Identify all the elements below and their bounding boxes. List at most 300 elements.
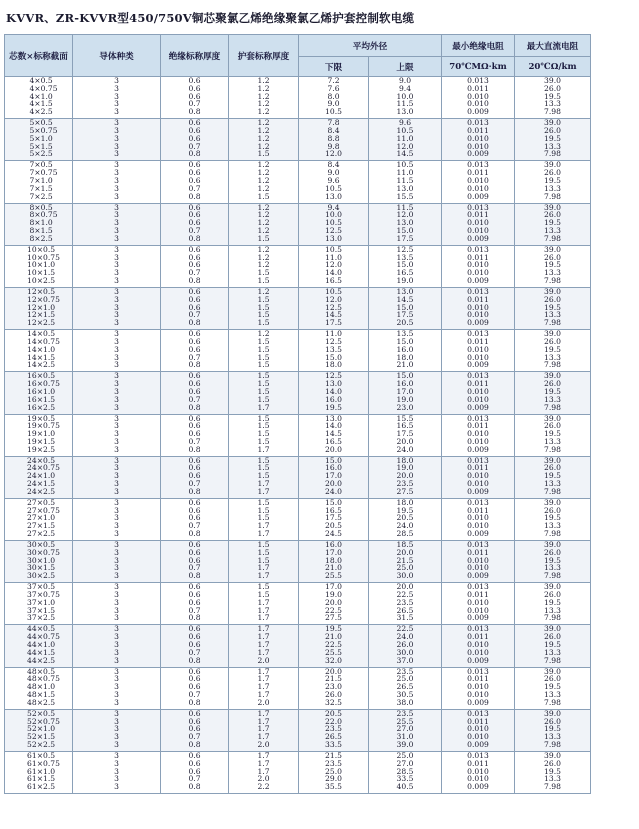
cell-upper-limit bbox=[369, 625, 442, 667]
cell-min-resistance-text: 0.013 0.011 0.010 0.010 0.009 bbox=[467, 118, 489, 159]
cell-insulation bbox=[161, 372, 229, 414]
cell-min-resistance-text: 0.013 0.011 0.010 0.010 0.009 bbox=[467, 455, 489, 496]
cell-spec-text: 8×0.5 8×0.75 8×1.0 8×1.5 8×2.5 bbox=[29, 202, 58, 243]
cell-min-resistance bbox=[442, 456, 515, 498]
cell-sheath bbox=[229, 414, 299, 456]
header-conductor-type: 导体种类 bbox=[73, 35, 161, 77]
cell-lower-limit bbox=[299, 330, 369, 372]
cell-min-resistance-text: 0.013 0.011 0.010 0.010 0.009 bbox=[467, 624, 489, 665]
cell-insulation bbox=[161, 203, 229, 245]
cell-conductor-text: 3 3 3 3 3 bbox=[114, 413, 119, 454]
cell-insulation-text: 0.6 0.6 0.6 0.7 0.8 bbox=[188, 497, 201, 539]
cell-upper-limit-text: 13.0 14.5 15.0 17.5 20.5 bbox=[396, 286, 414, 328]
cell-lower-limit bbox=[299, 161, 369, 203]
cell-sheath bbox=[229, 625, 299, 667]
cell-sheath bbox=[229, 498, 299, 540]
cell-min-resistance-text: 0.013 0.011 0.010 0.010 0.009 bbox=[467, 202, 489, 243]
cell-sheath bbox=[229, 709, 299, 751]
cell-max-dc-resistance bbox=[515, 456, 591, 498]
cell-upper-limit bbox=[369, 583, 442, 625]
cell-lower-limit bbox=[299, 119, 369, 161]
cell-upper-limit-text: 15.5 16.5 17.5 20.0 24.0 bbox=[396, 413, 414, 454]
cell-lower-limit bbox=[299, 203, 369, 245]
cell-conductor-text: 3 3 3 3 3 bbox=[114, 160, 119, 201]
cell-lower-limit-text: 10.5 11.0 12.0 14.0 16.5 bbox=[325, 244, 342, 285]
cell-min-resistance-text: 0.013 0.011 0.010 0.010 0.009 bbox=[467, 244, 489, 285]
cell-conductor-text: 3 3 3 3 3 bbox=[114, 202, 119, 243]
cell-sheath bbox=[229, 161, 299, 203]
cell-upper-limit-text: 12.5 13.5 15.0 16.5 19.0 bbox=[396, 244, 414, 285]
cell-upper-limit-text: 23.5 25.5 27.0 31.0 39.0 bbox=[396, 708, 414, 749]
cell-max-dc-resistance bbox=[515, 414, 591, 456]
cell-min-resistance-text: 0.013 0.011 0.010 0.010 0.009 bbox=[467, 751, 489, 792]
cell-upper-limit bbox=[369, 161, 442, 203]
cell-insulation-text: 0.6 0.6 0.6 0.7 0.8 bbox=[188, 666, 201, 707]
cell-max-dc-resistance-text: 39.0 26.0 19.5 13.3 7.98 bbox=[544, 244, 561, 285]
cell-min-resistance bbox=[442, 203, 515, 245]
cell-min-resistance bbox=[442, 625, 515, 667]
cell-max-dc-resistance-text: 39.0 26.0 19.5 13.3 7.98 bbox=[544, 455, 561, 496]
cell-lower-limit-text: 17.0 19.0 20.0 22.5 27.5 bbox=[325, 582, 342, 623]
cell-min-resistance bbox=[442, 667, 515, 709]
cell-insulation-text: 0.6 0.6 0.6 0.7 0.8 bbox=[188, 455, 201, 496]
cell-conductor bbox=[73, 709, 161, 751]
cell-max-dc-resistance bbox=[515, 372, 591, 414]
cell-sheath bbox=[229, 119, 299, 161]
cell-lower-limit-text: 11.0 12.5 13.5 15.0 18.0 bbox=[325, 329, 342, 370]
cell-conductor-text: 3 3 3 3 3 bbox=[114, 666, 119, 707]
cell-insulation bbox=[161, 667, 229, 709]
cell-conductor bbox=[73, 287, 161, 329]
cell-upper-limit-text: 23.5 25.0 26.5 30.5 38.0 bbox=[396, 666, 414, 707]
cell-min-resistance bbox=[442, 330, 515, 372]
cell-min-resistance bbox=[442, 541, 515, 583]
cell-conductor bbox=[73, 330, 161, 372]
cell-lower-limit-text: 20.5 22.0 23.5 26.5 33.5 bbox=[325, 708, 342, 749]
cell-spec-text: 5×0.5 5×0.75 5×1.0 5×1.5 5×2.5 bbox=[29, 118, 58, 159]
page-title: KVVR、ZR-KVVR型450/750V铜芯聚氯乙烯绝缘聚氯乙烯护套控制软电缆 bbox=[6, 11, 415, 25]
cell-spec bbox=[5, 372, 73, 414]
cell-min-resistance-text: 0.013 0.011 0.010 0.010 0.009 bbox=[467, 286, 489, 328]
cell-lower-limit-text: 12.5 13.0 14.0 16.0 19.5 bbox=[325, 371, 342, 412]
cell-lower-limit bbox=[299, 287, 369, 329]
cell-sheath bbox=[229, 456, 299, 498]
table-row bbox=[5, 245, 591, 287]
cell-min-resistance-text: 0.013 0.011 0.010 0.010 0.009 bbox=[467, 329, 489, 370]
cable-spec-table bbox=[4, 34, 591, 794]
cell-insulation-text: 0.6 0.6 0.6 0.7 0.8 bbox=[188, 286, 201, 328]
cell-min-resistance-text: 0.013 0.011 0.010 0.010 0.009 bbox=[467, 76, 489, 117]
cell-sheath-text: 1.2 1.2 1.2 1.2 1.2 bbox=[257, 76, 270, 117]
cell-lower-limit-text: 9.4 10.0 10.5 12.5 13.0 bbox=[325, 202, 342, 243]
cell-sheath-text: 1.5 1.5 1.5 1.7 1.7 bbox=[257, 497, 270, 539]
cell-min-resistance-text: 0.013 0.011 0.010 0.010 0.009 bbox=[467, 582, 489, 623]
table-row bbox=[5, 752, 591, 794]
cell-spec-text: 37×0.5 37×0.75 37×1.0 37×1.5 37×2.5 bbox=[27, 582, 60, 623]
cell-spec-text: 52×0.5 52×0.75 52×1.0 52×1.5 52×2.5 bbox=[27, 708, 60, 749]
cell-insulation-text: 0.6 0.6 0.6 0.7 0.8 bbox=[188, 582, 201, 623]
cell-upper-limit-text: 25.0 27.0 28.5 33.5 40.5 bbox=[396, 751, 414, 792]
cell-lower-limit-text: 16.0 17.0 18.0 21.0 25.5 bbox=[325, 540, 342, 581]
cell-sheath bbox=[229, 541, 299, 583]
cell-insulation-text: 0.6 0.6 0.6 0.7 0.8 bbox=[188, 540, 201, 581]
cell-max-dc-resistance-text: 39.0 26.0 19.5 13.3 7.98 bbox=[544, 76, 561, 117]
cell-max-dc-resistance-text: 39.0 26.0 19.5 13.3 7.98 bbox=[544, 413, 561, 454]
cell-conductor bbox=[73, 245, 161, 287]
cell-spec-text: 44×0.5 44×0.75 44×1.0 44×1.5 44×2.5 bbox=[27, 624, 60, 665]
cell-lower-limit-text: 20.0 21.5 23.0 26.0 32.5 bbox=[325, 666, 342, 707]
cell-sheath-text: 1.5 1.5 1.5 1.5 1.7 bbox=[257, 413, 270, 454]
cell-conductor-text: 3 3 3 3 3 bbox=[114, 751, 119, 792]
cell-min-resistance bbox=[442, 372, 515, 414]
header-dc-resistance-unit: 20℃Ω/km bbox=[515, 57, 591, 77]
cell-insulation bbox=[161, 752, 229, 794]
cell-max-dc-resistance-text: 39.0 26.0 19.5 13.3 7.98 bbox=[544, 582, 561, 623]
cell-max-dc-resistance-text: 39.0 26.0 19.5 13.3 7.98 bbox=[544, 160, 561, 201]
cell-max-dc-resistance-text: 39.0 26.0 19.5 13.3 7.98 bbox=[544, 666, 561, 707]
cell-lower-limit-text: 15.0 16.0 17.0 20.0 24.0 bbox=[325, 455, 342, 496]
cell-max-dc-resistance-text: 39.0 26.0 19.5 13.3 7.98 bbox=[544, 624, 561, 665]
cell-upper-limit-text: 22.5 24.0 26.0 30.0 37.0 bbox=[396, 624, 414, 665]
cell-conductor bbox=[73, 667, 161, 709]
cell-sheath-text: 1.7 1.7 1.7 2.0 2.2 bbox=[257, 751, 270, 792]
cell-conductor-text: 3 3 3 3 3 bbox=[114, 708, 119, 749]
cell-min-resistance bbox=[442, 709, 515, 751]
cell-spec bbox=[5, 456, 73, 498]
cell-min-resistance bbox=[442, 583, 515, 625]
cell-max-dc-resistance bbox=[515, 541, 591, 583]
header-min-insulation-resistance: 最小绝缘电阻 bbox=[442, 35, 515, 57]
cell-max-dc-resistance bbox=[515, 667, 591, 709]
cell-max-dc-resistance-text: 39.0 26.0 19.5 13.3 7.98 bbox=[544, 202, 561, 243]
cell-sheath-text: 1.5 1.5 1.7 1.7 1.7 bbox=[257, 582, 270, 623]
cell-lower-limit bbox=[299, 583, 369, 625]
cell-sheath bbox=[229, 667, 299, 709]
cell-upper-limit-text: 15.0 16.0 17.0 19.0 23.0 bbox=[396, 371, 414, 412]
cell-lower-limit-text: 7.2 7.6 8.0 9.0 10.5 bbox=[325, 76, 342, 117]
cell-upper-limit-text: 20.0 22.5 23.5 26.5 31.5 bbox=[396, 582, 414, 623]
cell-sheath-text: 1.7 1.7 1.7 1.7 2.0 bbox=[257, 624, 270, 665]
cell-max-dc-resistance-text: 39.0 26.0 19.5 13.3 7.98 bbox=[544, 371, 561, 412]
cell-spec-text: 27×0.5 27×0.75 27×1.0 27×1.5 27×2.5 bbox=[27, 497, 60, 539]
cell-upper-limit-text: 11.5 12.0 13.0 15.0 17.5 bbox=[396, 202, 414, 243]
cell-max-dc-resistance-text: 39.0 26.0 19.5 13.3 7.98 bbox=[544, 286, 561, 328]
table-row bbox=[5, 330, 591, 372]
cell-conductor bbox=[73, 541, 161, 583]
header-max-dc-resistance: 最大直流电阻 bbox=[515, 35, 591, 57]
cell-spec-text: 7×0.5 7×0.75 7×1.0 7×1.5 7×2.5 bbox=[29, 160, 58, 201]
cell-spec-text: 12×0.5 12×0.75 12×1.0 12×1.5 12×2.5 bbox=[27, 286, 60, 328]
cell-insulation bbox=[161, 414, 229, 456]
cell-spec-text: 30×0.5 30×0.75 30×1.0 30×1.5 30×2.5 bbox=[27, 540, 60, 581]
cell-insulation bbox=[161, 498, 229, 540]
header-avg-outer-diameter: 平均外径 bbox=[299, 35, 442, 57]
cell-conductor bbox=[73, 203, 161, 245]
cell-upper-limit bbox=[369, 330, 442, 372]
table-row bbox=[5, 119, 591, 161]
cell-upper-limit bbox=[369, 372, 442, 414]
cell-upper-limit bbox=[369, 287, 442, 329]
cell-spec-text: 14×0.5 14×0.75 14×1.0 14×1.5 14×2.5 bbox=[27, 329, 60, 370]
cell-conductor bbox=[73, 372, 161, 414]
cell-conductor-text: 3 3 3 3 3 bbox=[114, 455, 119, 496]
cell-conductor-text: 3 3 3 3 3 bbox=[114, 76, 119, 117]
header-insulation-resistance-unit: 70℃MΩ·km bbox=[442, 57, 515, 77]
cell-sheath-text: 1.5 1.5 1.5 1.7 1.7 bbox=[257, 455, 270, 496]
cell-spec bbox=[5, 287, 73, 329]
cell-spec bbox=[5, 498, 73, 540]
table-row bbox=[5, 498, 591, 540]
cell-spec bbox=[5, 583, 73, 625]
cell-insulation bbox=[161, 709, 229, 751]
cell-upper-limit-text: 9.0 9.4 10.0 11.5 13.0 bbox=[396, 76, 414, 117]
cell-sheath bbox=[229, 372, 299, 414]
cell-lower-limit bbox=[299, 456, 369, 498]
cell-sheath bbox=[229, 583, 299, 625]
cell-spec bbox=[5, 752, 73, 794]
cell-upper-limit-text: 18.5 20.0 21.5 25.0 30.0 bbox=[396, 540, 414, 581]
cell-min-resistance-text: 0.013 0.011 0.010 0.010 0.009 bbox=[467, 540, 489, 581]
cell-conductor-text: 3 3 3 3 3 bbox=[114, 497, 119, 539]
cell-insulation bbox=[161, 161, 229, 203]
cell-spec bbox=[5, 625, 73, 667]
cell-spec bbox=[5, 77, 73, 119]
cell-spec-text: 19×0.5 19×0.75 19×1.0 19×1.5 19×2.5 bbox=[27, 413, 60, 454]
cell-sheath-text: 1.7 1.7 1.7 1.7 2.0 bbox=[257, 666, 270, 707]
cell-max-dc-resistance bbox=[515, 245, 591, 287]
header-sheath-thickness: 护套标称厚度 bbox=[229, 35, 299, 77]
cell-max-dc-resistance bbox=[515, 752, 591, 794]
table-body bbox=[5, 77, 591, 794]
cell-spec bbox=[5, 203, 73, 245]
header-upper-limit: 上限 bbox=[369, 57, 442, 77]
cell-insulation-text: 0.6 0.6 0.6 0.7 0.8 bbox=[188, 371, 201, 412]
cell-spec bbox=[5, 245, 73, 287]
cell-spec-text: 4×0.5 4×0.75 4×1.0 4×1.5 4×2.5 bbox=[29, 76, 58, 117]
cell-upper-limit bbox=[369, 709, 442, 751]
cell-max-dc-resistance-text: 39.0 26.0 19.5 13.3 7.98 bbox=[544, 329, 561, 370]
table-row bbox=[5, 77, 591, 119]
cell-insulation bbox=[161, 625, 229, 667]
cell-insulation-text: 0.6 0.6 0.6 0.7 0.8 bbox=[188, 244, 201, 285]
cell-max-dc-resistance bbox=[515, 498, 591, 540]
cell-conductor bbox=[73, 456, 161, 498]
cell-min-resistance-text: 0.013 0.011 0.010 0.010 0.009 bbox=[467, 413, 489, 454]
cell-insulation bbox=[161, 245, 229, 287]
cell-spec bbox=[5, 330, 73, 372]
table-row bbox=[5, 456, 591, 498]
cell-spec-text: 10×0.5 10×0.75 10×1.0 10×1.5 10×2.5 bbox=[27, 244, 60, 285]
cell-upper-limit bbox=[369, 667, 442, 709]
cell-lower-limit bbox=[299, 77, 369, 119]
cell-conductor-text: 3 3 3 3 3 bbox=[114, 329, 119, 370]
cell-max-dc-resistance bbox=[515, 119, 591, 161]
cell-spec-text: 61×0.5 61×0.75 61×1.0 61×1.5 61×2.5 bbox=[27, 751, 60, 792]
cell-insulation-text: 0.6 0.6 0.6 0.7 0.8 bbox=[188, 751, 201, 792]
cell-insulation bbox=[161, 287, 229, 329]
cell-min-resistance-text: 0.013 0.011 0.010 0.010 0.009 bbox=[467, 160, 489, 201]
cell-upper-limit-text: 13.5 15.0 16.0 18.0 21.0 bbox=[396, 329, 414, 370]
cell-spec bbox=[5, 667, 73, 709]
cell-min-resistance-text: 0.013 0.011 0.010 0.010 0.009 bbox=[467, 708, 489, 749]
cell-spec bbox=[5, 414, 73, 456]
cell-insulation-text: 0.6 0.6 0.6 0.7 0.8 bbox=[188, 708, 201, 749]
cell-conductor bbox=[73, 161, 161, 203]
cell-spec bbox=[5, 119, 73, 161]
cell-lower-limit-text: 19.5 21.0 22.5 25.5 32.0 bbox=[325, 624, 342, 665]
cell-spec-text: 16×0.5 16×0.75 16×1.0 16×1.5 16×2.5 bbox=[27, 371, 60, 412]
table-row bbox=[5, 709, 591, 751]
cell-insulation bbox=[161, 330, 229, 372]
header-cores-section: 芯数×标称截面 bbox=[5, 35, 73, 77]
cell-min-resistance-text: 0.013 0.011 0.010 0.010 0.009 bbox=[467, 371, 489, 412]
cell-max-dc-resistance bbox=[515, 161, 591, 203]
cell-insulation bbox=[161, 541, 229, 583]
cell-upper-limit bbox=[369, 77, 442, 119]
cell-lower-limit bbox=[299, 245, 369, 287]
cell-conductor bbox=[73, 414, 161, 456]
cell-upper-limit bbox=[369, 245, 442, 287]
cell-max-dc-resistance-text: 39.0 26.0 19.5 13.3 7.98 bbox=[544, 540, 561, 581]
cell-sheath bbox=[229, 287, 299, 329]
cell-insulation bbox=[161, 583, 229, 625]
cell-min-resistance bbox=[442, 752, 515, 794]
cell-lower-limit bbox=[299, 414, 369, 456]
cell-sheath-text: 1.2 1.2 1.2 1.2 1.5 bbox=[257, 202, 270, 243]
cell-insulation-text: 0.6 0.6 0.6 0.7 0.8 bbox=[188, 76, 201, 117]
cell-sheath bbox=[229, 203, 299, 245]
cell-insulation bbox=[161, 77, 229, 119]
table-row bbox=[5, 161, 591, 203]
cell-upper-limit-text: 10.5 11.0 11.5 13.0 15.5 bbox=[396, 160, 414, 201]
cell-lower-limit bbox=[299, 709, 369, 751]
cell-spec bbox=[5, 541, 73, 583]
table-row bbox=[5, 583, 591, 625]
cell-min-resistance bbox=[442, 287, 515, 329]
table-row bbox=[5, 625, 591, 667]
cell-sheath-text: 1.2 1.2 1.2 1.2 1.5 bbox=[257, 160, 270, 201]
cell-conductor-text: 3 3 3 3 3 bbox=[114, 540, 119, 581]
header-lower-limit: 下限 bbox=[299, 57, 369, 77]
cell-upper-limit bbox=[369, 456, 442, 498]
table-row bbox=[5, 287, 591, 329]
cell-sheath-text: 1.7 1.7 1.7 1.7 2.0 bbox=[257, 708, 270, 749]
cell-conductor bbox=[73, 119, 161, 161]
cell-max-dc-resistance bbox=[515, 709, 591, 751]
cell-sheath-text: 1.2 1.2 1.2 1.5 1.5 bbox=[257, 244, 270, 285]
cell-upper-limit bbox=[369, 752, 442, 794]
table-row bbox=[5, 667, 591, 709]
cell-lower-limit-text: 21.5 23.5 25.0 29.0 35.5 bbox=[325, 751, 342, 792]
cell-sheath bbox=[229, 752, 299, 794]
cell-conductor-text: 3 3 3 3 3 bbox=[114, 582, 119, 623]
cell-sheath-text: 1.2 1.2 1.2 1.2 1.5 bbox=[257, 118, 270, 159]
cell-insulation-text: 0.6 0.6 0.6 0.7 0.8 bbox=[188, 413, 201, 454]
cell-lower-limit bbox=[299, 372, 369, 414]
cell-min-resistance bbox=[442, 498, 515, 540]
cell-lower-limit-text: 15.0 16.5 17.5 20.5 24.5 bbox=[325, 497, 342, 539]
cell-spec bbox=[5, 161, 73, 203]
cell-conductor-text: 3 3 3 3 3 bbox=[114, 118, 119, 159]
cell-sheath-text: 1.2 1.5 1.5 1.5 1.5 bbox=[257, 329, 270, 370]
cell-sheath-text: 1.5 1.5 1.5 1.7 1.7 bbox=[257, 540, 270, 581]
cell-lower-limit bbox=[299, 667, 369, 709]
cell-insulation-text: 0.6 0.6 0.6 0.7 0.8 bbox=[188, 624, 201, 665]
cell-insulation-text: 0.6 0.6 0.6 0.7 0.8 bbox=[188, 202, 201, 243]
cell-insulation-text: 0.6 0.6 0.6 0.7 0.8 bbox=[188, 160, 201, 201]
cell-max-dc-resistance-text: 39.0 26.0 19.5 13.3 7.98 bbox=[544, 118, 561, 159]
cell-sheath-text: 1.2 1.5 1.5 1.5 1.5 bbox=[257, 286, 270, 328]
cell-sheath bbox=[229, 77, 299, 119]
table-row bbox=[5, 372, 591, 414]
header-insulation-thickness: 绝缘标称厚度 bbox=[161, 35, 229, 77]
cell-upper-limit-text: 18.0 19.5 20.5 24.0 28.5 bbox=[396, 497, 414, 539]
cell-conductor-text: 3 3 3 3 3 bbox=[114, 624, 119, 665]
cell-sheath-text: 1.5 1.5 1.5 1.5 1.7 bbox=[257, 371, 270, 412]
table-row bbox=[5, 203, 591, 245]
cell-min-resistance bbox=[442, 414, 515, 456]
table-row bbox=[5, 541, 591, 583]
cell-min-resistance-text: 0.013 0.011 0.010 0.010 0.009 bbox=[467, 666, 489, 707]
cell-min-resistance bbox=[442, 77, 515, 119]
cell-max-dc-resistance bbox=[515, 287, 591, 329]
cell-conductor bbox=[73, 583, 161, 625]
cell-lower-limit bbox=[299, 541, 369, 583]
cell-conductor bbox=[73, 625, 161, 667]
cell-spec-text: 24×0.5 24×0.75 24×1.0 24×1.5 24×2.5 bbox=[27, 455, 60, 496]
cell-max-dc-resistance bbox=[515, 625, 591, 667]
cell-spec bbox=[5, 709, 73, 751]
cell-lower-limit-text: 10.5 12.0 12.5 14.5 17.5 bbox=[325, 286, 342, 328]
table-row bbox=[5, 414, 591, 456]
cell-lower-limit bbox=[299, 752, 369, 794]
cell-insulation-text: 0.6 0.6 0.6 0.7 0.8 bbox=[188, 118, 201, 159]
cell-max-dc-resistance bbox=[515, 330, 591, 372]
cell-min-resistance bbox=[442, 161, 515, 203]
cell-insulation bbox=[161, 119, 229, 161]
cell-lower-limit-text: 7.8 8.4 8.8 9.8 12.0 bbox=[325, 118, 342, 159]
cell-upper-limit bbox=[369, 203, 442, 245]
cell-max-dc-resistance-text: 39.0 26.0 19.5 13.3 7.98 bbox=[544, 751, 561, 792]
cell-insulation-text: 0.6 0.6 0.6 0.7 0.8 bbox=[188, 329, 201, 370]
cell-upper-limit-text: 18.0 19.0 20.0 23.5 27.5 bbox=[396, 455, 414, 496]
cell-sheath bbox=[229, 245, 299, 287]
cell-max-dc-resistance bbox=[515, 77, 591, 119]
cell-conductor-text: 3 3 3 3 3 bbox=[114, 286, 119, 328]
cell-upper-limit bbox=[369, 119, 442, 161]
cell-conductor bbox=[73, 752, 161, 794]
cell-upper-limit-text: 9.6 10.5 11.0 12.0 14.5 bbox=[396, 118, 414, 159]
cell-min-resistance bbox=[442, 119, 515, 161]
cell-upper-limit bbox=[369, 414, 442, 456]
cell-lower-limit bbox=[299, 498, 369, 540]
cell-max-dc-resistance bbox=[515, 583, 591, 625]
cell-lower-limit-text: 13.0 14.0 14.5 16.5 20.0 bbox=[325, 413, 342, 454]
cell-min-resistance-text: 0.013 0.011 0.010 0.010 0.009 bbox=[467, 497, 489, 539]
cell-upper-limit bbox=[369, 541, 442, 583]
cell-min-resistance bbox=[442, 245, 515, 287]
cell-sheath bbox=[229, 330, 299, 372]
cell-spec-text: 48×0.5 48×0.75 48×1.0 48×1.5 48×2.5 bbox=[27, 666, 60, 707]
cell-lower-limit bbox=[299, 625, 369, 667]
cell-lower-limit-text: 8.4 9.0 9.6 10.5 13.0 bbox=[325, 160, 342, 201]
cell-max-dc-resistance-text: 39.0 26.0 19.5 13.3 7.98 bbox=[544, 497, 561, 539]
cell-max-dc-resistance-text: 39.0 26.0 19.5 13.3 7.98 bbox=[544, 708, 561, 749]
cell-conductor-text: 3 3 3 3 3 bbox=[114, 244, 119, 285]
cell-insulation bbox=[161, 456, 229, 498]
cell-conductor-text: 3 3 3 3 3 bbox=[114, 371, 119, 412]
cell-upper-limit bbox=[369, 498, 442, 540]
